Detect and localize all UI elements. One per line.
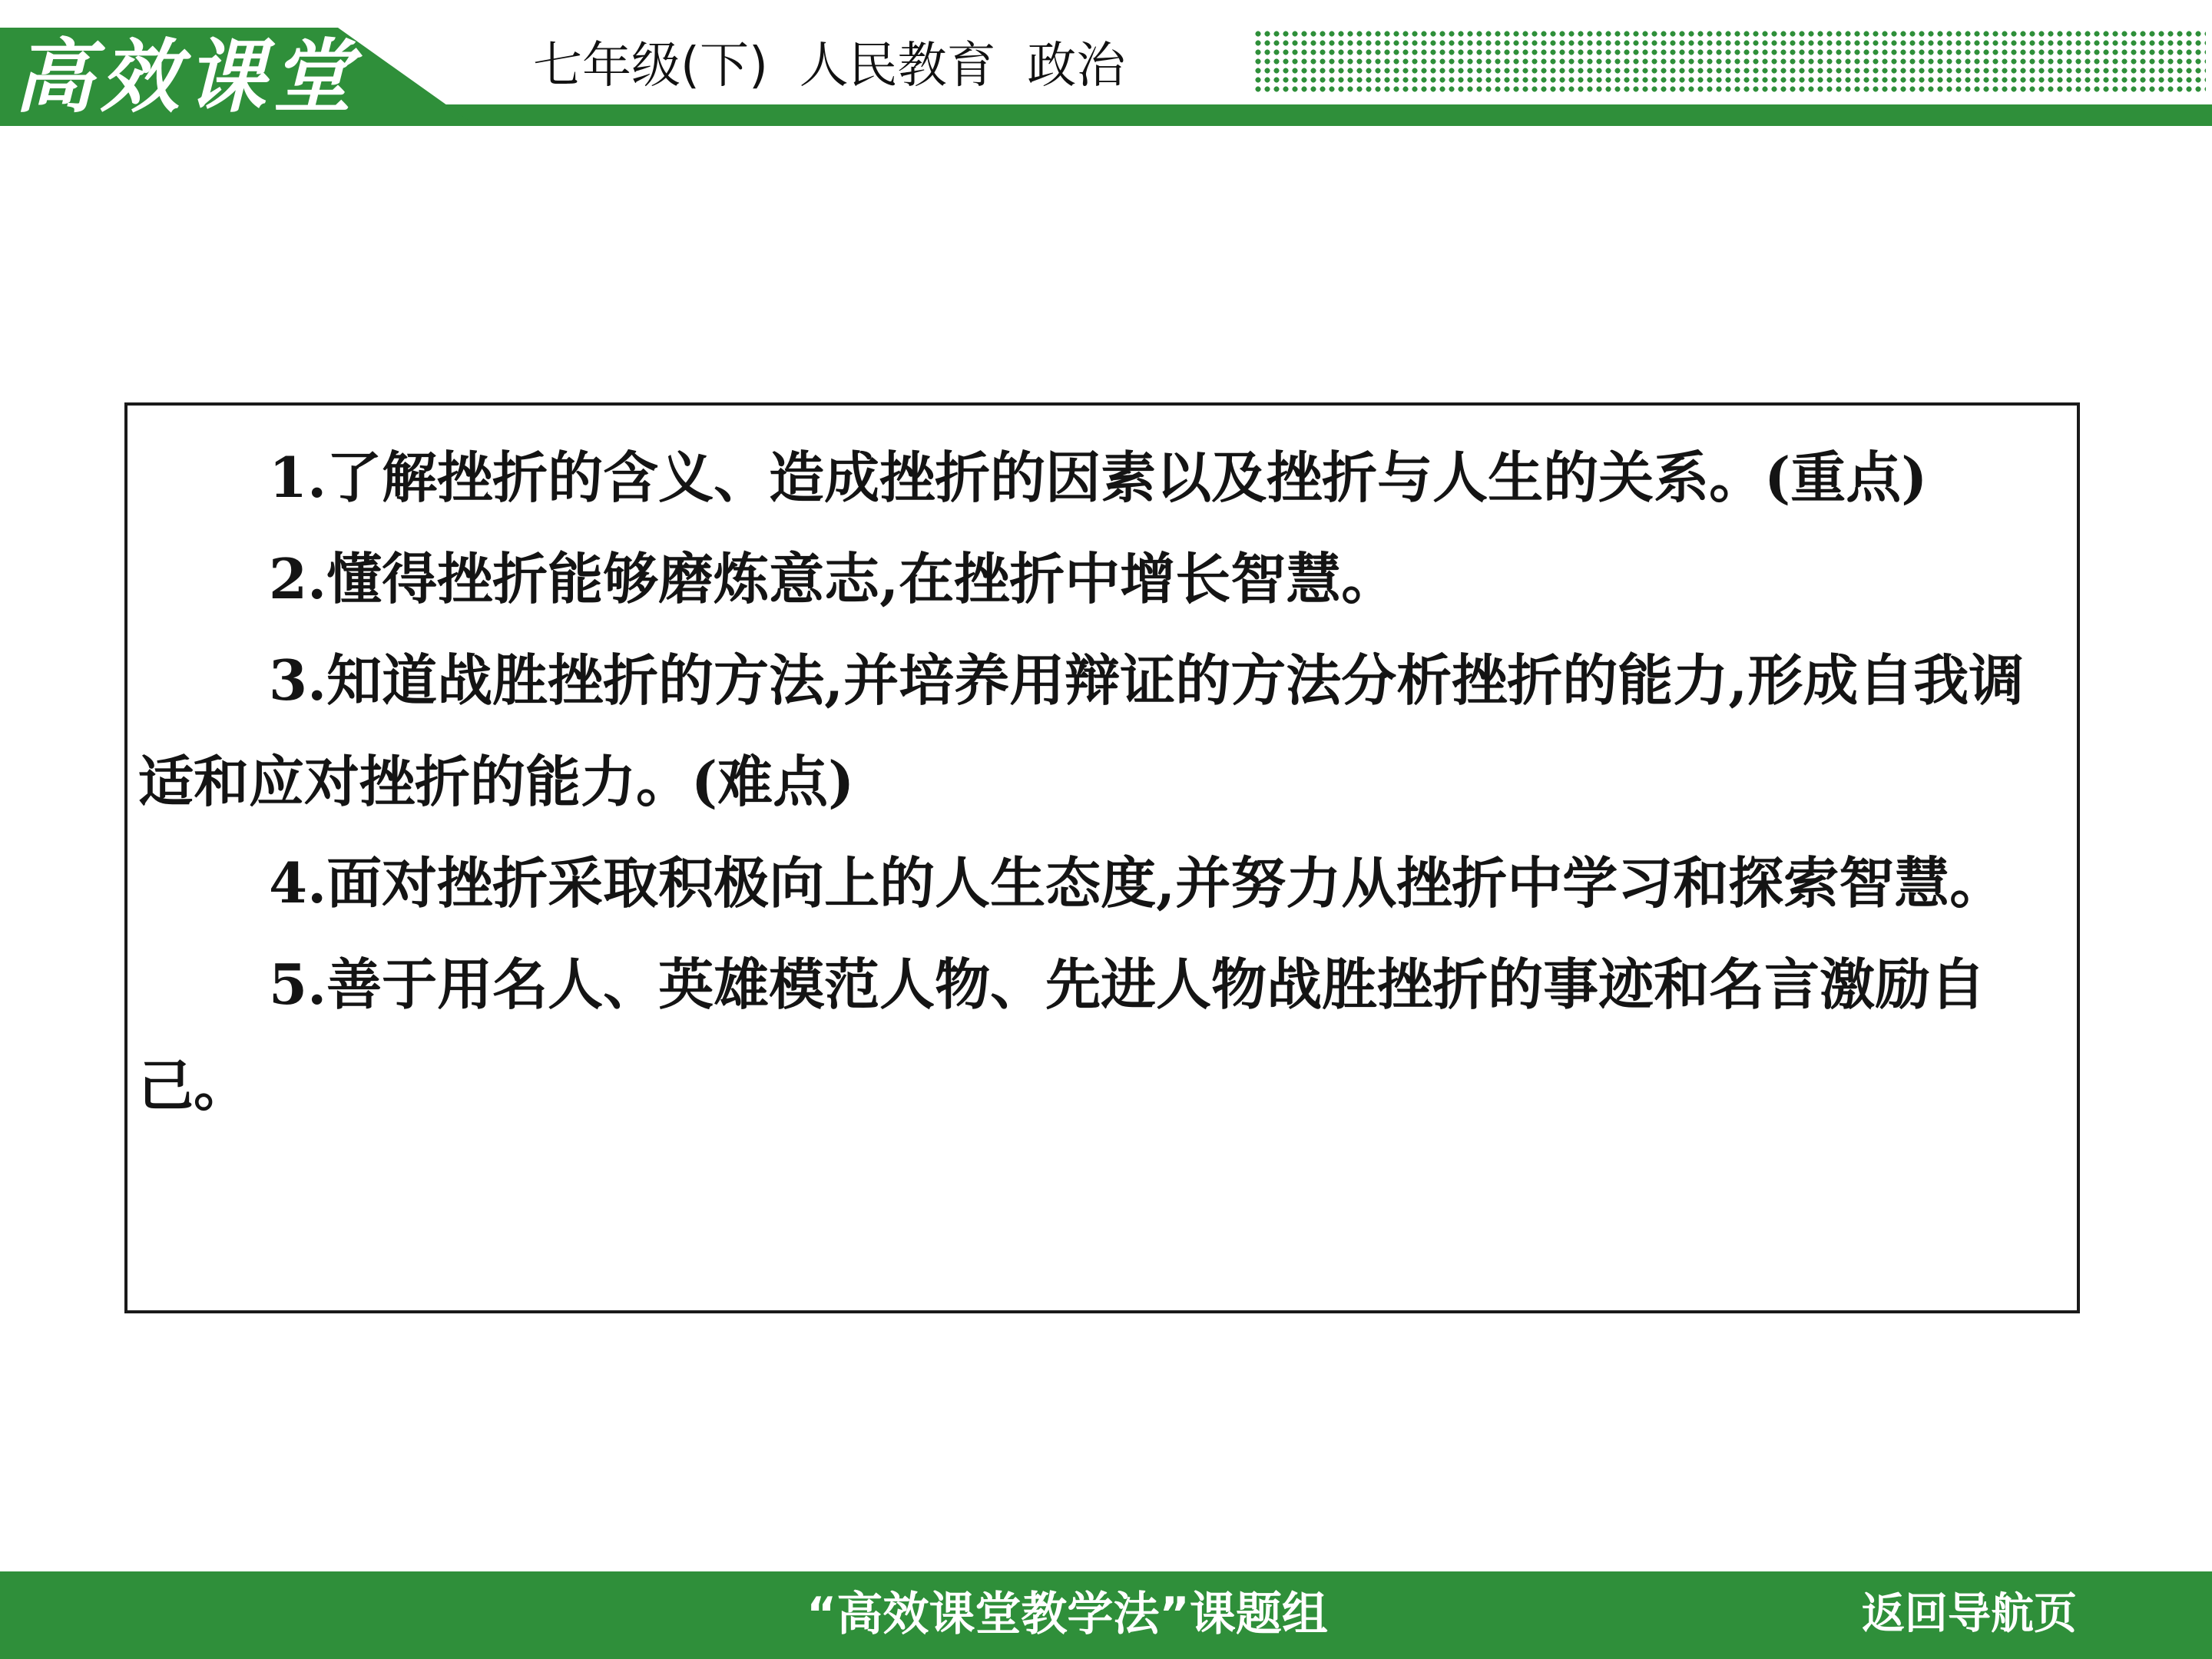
objective-item-4: 4.面对挫折采取积极向上的人生态度,并努力从挫折中学习和探索智慧。 [269,850,2005,916]
header-banner [0,0,2212,131]
dotted-pattern-decoration [1253,29,2206,92]
footer-bar [0,1571,2212,1659]
course-title: 七年级(下) 人民教育 政治 [533,38,1126,94]
objective-item-5: 5.善于用名人、英雄模范人物、先进人物战胜挫折的事迹和名言激励自己。 [138,952,1986,1118]
objectives-list [138,427,2068,1137]
footer-caption: “高效课堂教学法”课题组 [806,1588,1328,1641]
objective-item-2: 2.懂得挫折能够磨炼意志,在挫折中增长智慧。 [269,546,1397,611]
logo-text: 高效课堂 [14,29,359,124]
back-to-navigation-link[interactable]: 返回导航页 [1862,1589,2077,1639]
objective-item-3: 3.知道战胜挫折的方法,并培养用辩证的方法分析挫折的能力,形成自我调适和应对挫折的能力。(难点) [138,647,2025,814]
objective-item-1: 1.了解挫折的含义、造成挫折的因素以及挫折与人生的关系。(重点) [269,445,1928,510]
objectives-box [124,402,2080,1313]
